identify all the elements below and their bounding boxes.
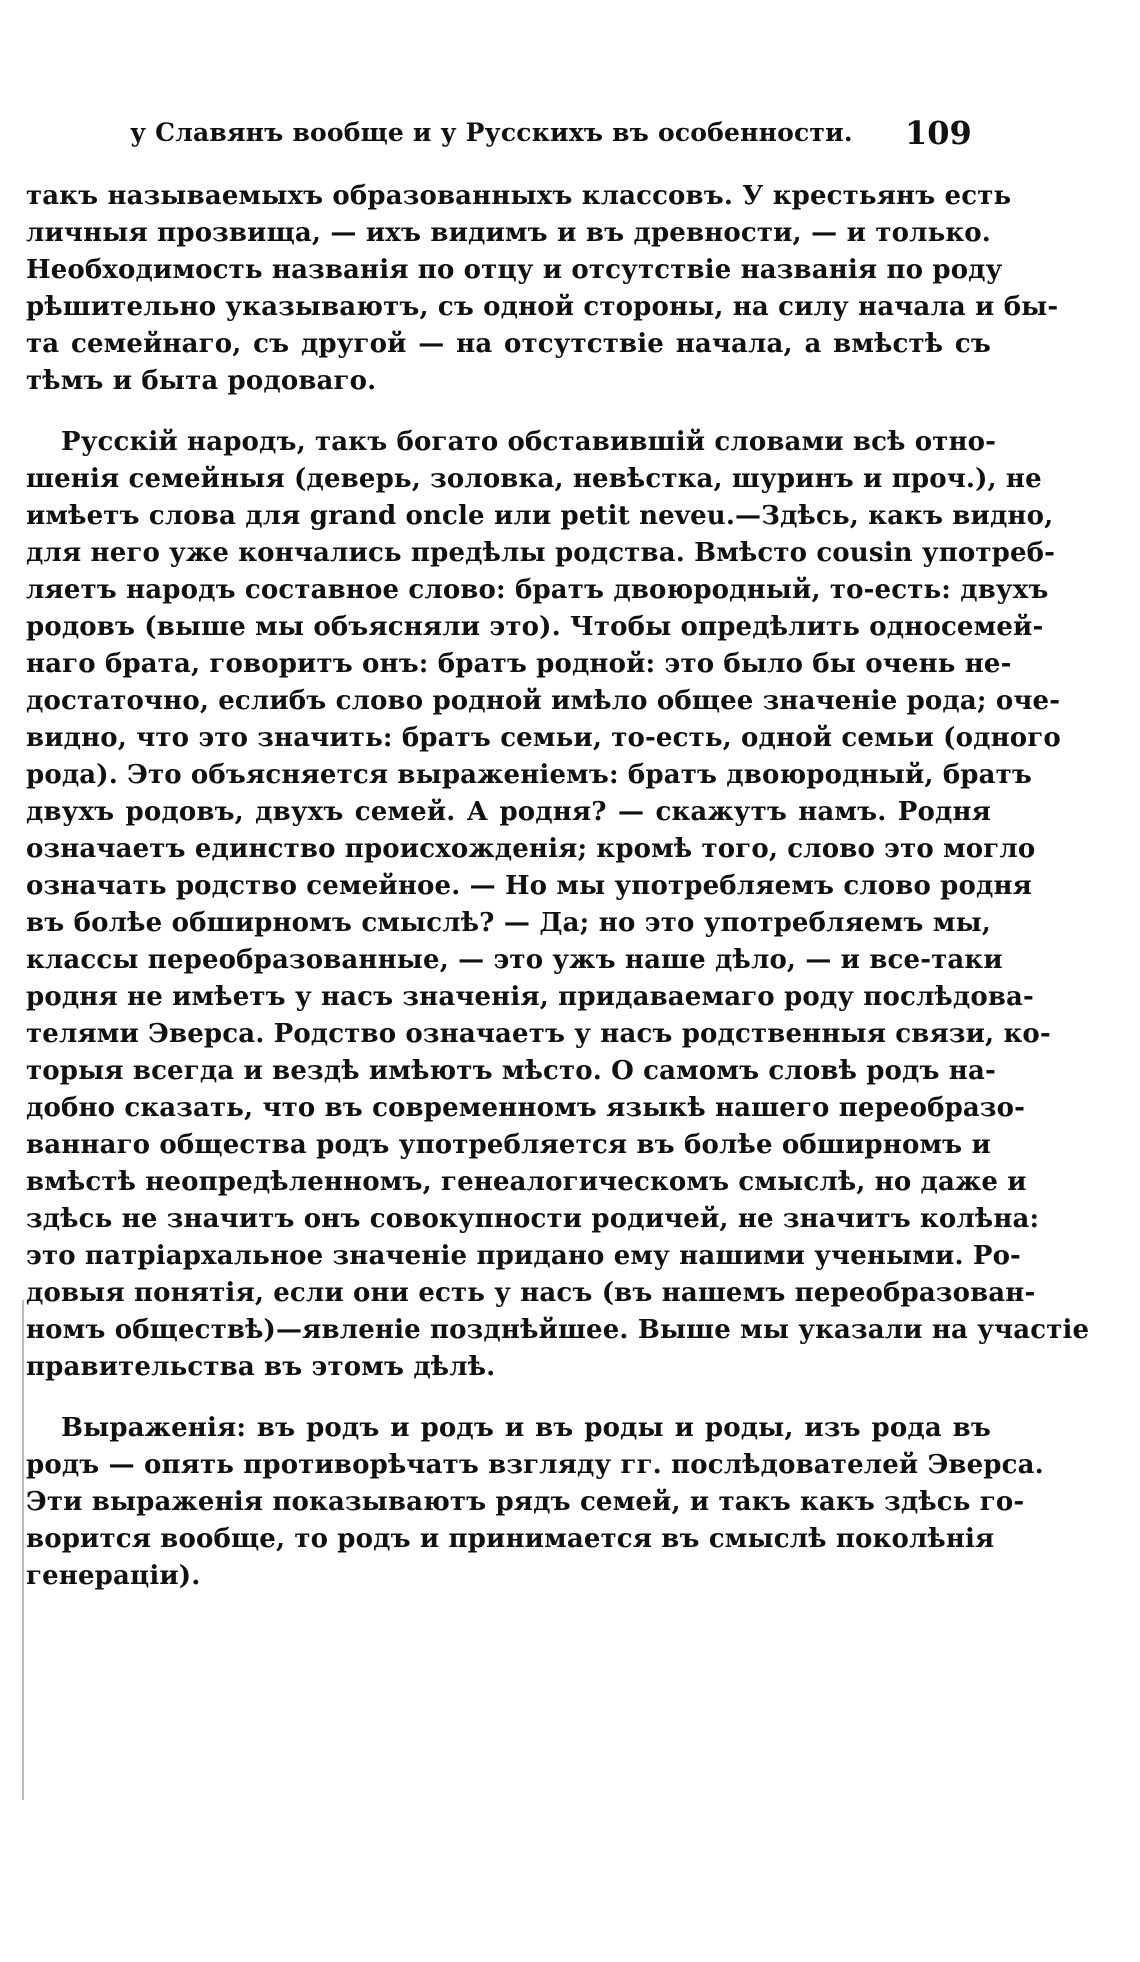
text-line: рода). Это объясняется выраженіемъ: братъ двоюродный, братъ [26,760,1032,790]
text-line: ваннаго общества родъ употребляется въ болѣе обширномъ и [26,1130,991,1160]
text-line: Русскій народъ, такъ богато обставившій словами всѣ отно- [61,427,997,457]
text-line: родня не имѣетъ у насъ значенія, придаваемаго роду послѣдова- [26,982,1034,1012]
text-line: здѣсь не значитъ онъ совокупности родичей, не значитъ колѣна: [26,1204,1040,1234]
body-text [26,178,1090,1595]
text-line: номъ обществѣ)—явленіе позднѣйшее. Выше мы указали на участіе [26,1315,1090,1345]
text-line: достаточно, еслибъ слово родной имѣло общее значеніе рода; оче- [26,686,1061,716]
text-line: шенія семейныя (деверь, золовка, невѣстка, шуринъ и проч.), не [26,464,1042,494]
text-line: Необходимость названія по отцу и отсутствіе названія по роду [26,255,1003,285]
text-line: торыя всегда и вездѣ имѣютъ мѣсто. О самомъ словѣ родъ на- [26,1056,996,1086]
page-edge-shadow [22,1300,24,1800]
text-line: въ болѣе обширномъ смыслѣ? — Да; но это употребляемъ мы, [26,908,991,938]
text-line: это патріархальное значеніе придано ему нашими учеными. Ро- [26,1241,1021,1271]
text-line: ворится вообще, то родъ и принимается въ смыслѣ поколѣнія [26,1524,995,1554]
paragraph [26,424,1090,1386]
text-line: ляетъ народъ составное слово: братъ двоюродный, то-есть: двухъ [26,575,1049,605]
running-head [0,114,1140,158]
text-line: для него уже кончались предѣлы родства. Вмѣсто cousin употреб- [26,538,1056,568]
text-line: родовъ (выше мы объясняли это). Чтобы опредѣлить односемей- [26,612,1044,642]
paragraph [26,1410,1044,1595]
text-line: Эти выраженія показываютъ рядъ семей, и такъ какъ здѣсь го- [26,1487,1025,1517]
page-number: 109 [905,114,972,152]
text-line: наго брата, говоритъ онъ: братъ родной: это было бы очень не- [26,649,1012,679]
text-line: тѣмъ и быта родоваго. [26,366,377,396]
text-line: классы переобразованные, — это ужъ наше дѣло, — и все-таки [26,945,1003,975]
text-line: Выраженія: въ родъ и родъ и въ роды и роды, изъ рода въ [61,1413,991,1443]
text-line: родъ — опять противорѣчатъ взгляду гг. послѣдователей Эверса. [26,1450,1044,1480]
text-line: генераціи). [26,1561,201,1591]
paragraph [26,178,1059,400]
text-line: телями Эверса. Родство означаетъ у насъ родственныя связи, ко- [26,1019,1051,1049]
text-line: правительства въ этомъ дѣлѣ. [26,1352,496,1382]
text-line: двухъ родовъ, двухъ семей. А родня? — скажутъ намъ. Родня [26,797,991,827]
running-title: у Славянъ вообще и у Русскихъ въ особенности. [130,118,853,147]
text-line: личныя прозвища, — ихъ видимъ и въ древности, — и только. [26,218,991,248]
text-line: означаетъ единство происхожденія; кромѣ того, слово это могло [26,834,1036,864]
text-line: добно сказать, что въ современномъ языкѣ нашего переобразо- [26,1093,1026,1123]
text-line: довыя понятія, если они есть у насъ (въ нашемъ переобразован- [26,1278,1036,1308]
text-line: означать родство семейное. — Но мы употребляемъ слово родня [26,871,1033,901]
text-line: видно, что это значить: братъ семьи, то-есть, одной семьи (одного [26,723,1061,753]
text-line: имѣетъ слова для grand oncle или petit neveu.—Здѣсь, какъ видно, [26,501,1054,531]
text-line: вмѣстѣ неопредѣленномъ, генеалогическомъ смыслѣ, но даже и [26,1167,1027,1197]
text-line: такъ называемыхъ образованныхъ классовъ. У крестьянъ есть [26,181,1012,211]
text-line: рѣшительно указываютъ, съ одной стороны, на силу начала и бы- [26,292,1059,322]
text-line: та семейнаго, съ другой — на отсутствіе начала, а вмѣстѣ съ [26,329,991,359]
